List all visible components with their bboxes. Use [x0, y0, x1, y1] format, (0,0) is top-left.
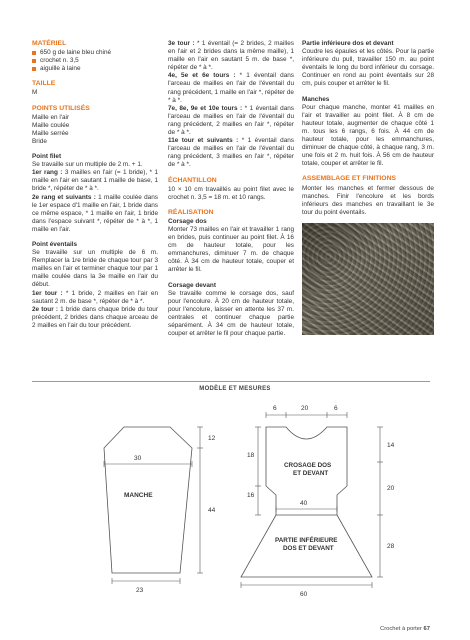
corsage-devant-heading: Corsage devant: [168, 281, 216, 289]
filet-heading: Point filet: [32, 153, 62, 161]
tour-3: 3e tour : * 1 éventail (= 2 brides, 2 mailles en l'air et 2 brides dans la même maille), 1 maille en l'air en sautant 5 m. de base *, répéter de * à *.: [168, 40, 294, 72]
points-item: Bride: [32, 137, 47, 145]
realisation-heading: RÉALISATION: [168, 208, 214, 216]
taille-heading: TAILLE: [32, 80, 56, 88]
column-2: [168, 40, 294, 338]
knit-texture-photo: [302, 223, 434, 335]
materiel-item: 650 g de laine bleu chiné: [32, 49, 158, 57]
eventails-tour-1: 1er tour : * 1 bride, 2 mailles en l'air en sautant 2 m. de base *, répéter de * à *.: [32, 289, 158, 305]
eventails-intro: Se travaille sur un multiple de 6 m. Remplacer la 1re bride de chaque tour par 3 mailles en l'air et terminer chaque tour par 1 maille coulée dans la 3e maille en l'air du début.: [32, 249, 158, 289]
manches-text: Pour chaque manche, monter 41 mailles en l'air et travailler au point filet. À 8 cm de hauteur totale, augmenter de chaque côté 1 m. tous les 6 rangs, 6 fois. À 44 cm de hauteur totale, pour les emmanchures, diminuer de chaque côté, à chaque rang, 3 m. une fois et 2 m. huit fois. À 56 cm de hauteur totale, couper et arrêter le fil.: [302, 103, 434, 168]
tour-4-6: 4e, 5e et 6e tours : * 1 éventail dans l'arceau de mailles en l'air de l'éventail du rang précédent, 1 maille en l'air *, répéter de * à *.: [168, 72, 294, 104]
top-measure-6-left: 6: [273, 405, 277, 412]
page-number: 67: [423, 626, 430, 632]
manches-heading: Manches: [302, 95, 330, 103]
inferieure-text: Coudre les épaules et les côtés. Pour la partie inférieure du pull, travailler 150 m. au point éventails le long du bord inférieur du corsage. Continuer en rond au point éventails sur 28 cm, puis couper et arrêter le fil.: [302, 48, 434, 88]
column-3: [302, 40, 434, 335]
inferieure-heading: Partie inférieure dos et devant: [302, 40, 394, 47]
inferieure-label-line2: DOS ET DEVANT: [283, 545, 334, 552]
corsage-label-line2: ET DEVANT: [293, 470, 329, 477]
footer-title: Crochet à porter: [380, 626, 422, 632]
materiel-item: crochet n. 3,5: [32, 57, 158, 65]
echantillon-text: 10 × 10 cm travaillés au point filet avec le crochet n. 3,5 = 18 m. et 10 rangs.: [168, 185, 294, 201]
filet-row-2: 2e rang et suivants : 1 maille coulée dans le 1er espace d'1 maille en l'air, 1 bride dans ce même espace, * 1 maille en l'air, 1 bride dans l'espace suivant *, répéter de * à *, 1 maille en l'air.: [32, 193, 158, 233]
width-measure-60: 60: [300, 591, 308, 598]
top-measure-6-right: 6: [334, 405, 338, 412]
eventails-heading: Point éventails: [32, 240, 78, 248]
assemblage-heading: ASSEMBLAGE ET FINITIONS: [302, 175, 397, 183]
manche-height-44: 44: [208, 507, 216, 514]
right-measure-20: 20: [387, 485, 395, 492]
top-measure-20: 20: [301, 405, 309, 412]
right-measure-14: 14: [387, 442, 395, 449]
corsage-dos-heading: Corsage dos: [168, 217, 207, 225]
manche-height-12: 12: [208, 435, 216, 442]
sleeve-shape: [104, 427, 192, 573]
echantillon-heading: ÉCHANTILLON: [168, 176, 217, 184]
manche-bottom-measure: 23: [136, 587, 144, 594]
tour-7-10: 7e, 8e, 9e et 10e tours : * 1 éventail dans l'arceau de mailles en l'air de l'éventail du rang précédent, 2 mailles en l'air *, répéter de * à *.: [168, 104, 294, 137]
manche-top-measure: 30: [134, 455, 142, 462]
corsage-dos-text: Monter 73 mailles en l'air et travailler 1 rang en brides, puis continuer au point filet. À 16 cm de hauteur totale, pour les emmanchures, diminuer 7 m. de chaque côté. À 34 cm de hauteur totale, couper et arrêter le fil.: [168, 225, 294, 274]
points-item: Maille en l'air: [32, 113, 70, 121]
left-measure-16: 16: [247, 492, 255, 499]
left-measure-18: 18: [247, 452, 255, 459]
width-measure-40: 40: [300, 500, 308, 507]
assemblage-text: Monter les manches et fermer dessous de manches. Finir l'encolure et les bords inférieurs des manches en travaillant le 3e tour du point éventails.: [302, 184, 434, 216]
materiel-heading: MATÉRIEL: [32, 40, 67, 47]
corsage-devant-text: Se travaille comme le corsage dos, sauf pour l'encolure. À 20 cm de hauteur totale, pour l'encolure, laisser en attente les 37 m. centrales et continuer chaque partie séparément. À 34 cm de hauteur totale, couper et arrêter le fil pour chaque partie.: [168, 289, 294, 338]
points-item: Maille coulée: [32, 121, 70, 129]
eventails-tour-2: 2e tour : 1 bride dans chaque bride du tour précédent, 2 brides dans chaque arceau de 2 mailles en l'air du tour précédent.: [32, 305, 158, 329]
column-1: [32, 40, 158, 330]
square-bullet-icon: [32, 67, 36, 71]
pattern-diagram: [0, 395, 470, 610]
section-divider: [32, 381, 430, 382]
filet-row-1: 1er rang : 3 mailles en l'air (= 1 bride), * 1 maille en l'air en sautant 1 maille de base, 1 bride *, répéter de * à *.: [32, 169, 158, 193]
filet-intro: Se travaille sur un multiple de 2 m. + 1.: [32, 161, 143, 169]
materiel-item: aiguille à laine: [32, 65, 158, 73]
taille-value: M: [32, 89, 38, 97]
points-heading: POINTS UTILISÉS: [32, 104, 90, 112]
points-item: Maille serrée: [32, 129, 69, 137]
page-footer: [380, 626, 430, 632]
manche-label: MANCHE: [124, 492, 153, 499]
square-bullet-icon: [32, 51, 36, 55]
corsage-label-line1: CROSAGE DOS: [284, 462, 332, 469]
inferieure-label-line1: PARTIE INFÉRIEURE: [275, 537, 338, 544]
square-bullet-icon: [32, 59, 36, 63]
tour-11: 11e tour et suivants : * 1 éventail dans l'arceau de mailles en l'air de l'éventail du rang précédent, 3 mailles en l'air *, répéter de * à *.: [168, 137, 295, 169]
right-measure-28: 28: [387, 543, 395, 550]
diagram-title: MODÈLE ET MESURES: [199, 386, 271, 392]
